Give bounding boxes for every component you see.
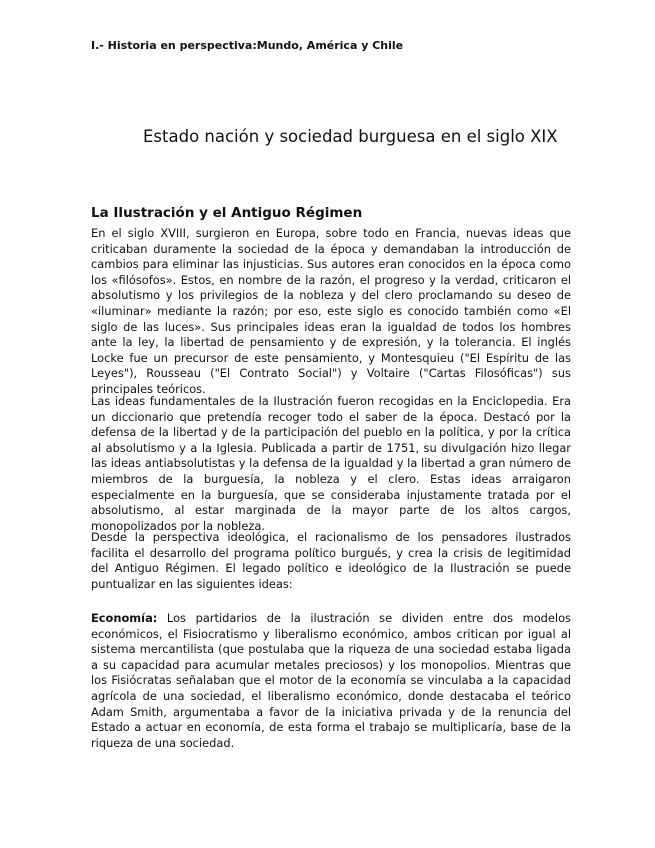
- section-heading: La Ilustración y el Antiguo Régimen: [91, 205, 363, 221]
- paragraph-ilustracion: En el siglo XVIII, surgieron en Europa, sobre todo en Francia, nuevas ideas que criticaban duramente la sociedad de la época y demandaban la introducción de cambios para eliminar las injusticias. Sus autores eran conocidos en la época como los «filósofos». Estos, en nombre de la razón, el progreso y la verdad, criticaron el absolutismo y los privilegios de la nobleza y del clero proclamando su deseo de «iluminar» mediante la razón; por eso, este siglo es conocido también como «El siglo de las luces». Sus principales ideas eran la igualdad de todos los hombres ante la ley, la libertad de pensamiento y de expresión, y la tolerancia. El inglés Locke fue un precursor de este pensamiento, y Montesquieu ("El Espíritu de las Leyes"), Rousseau ("El Contrato Social") y Voltaire ("Cartas Filosóficas") sus principales teóricos.: [91, 226, 571, 396]
- paragraph-perspectiva-ideologica: Desde la perspectiva ideológica, el racionalismo de los pensadores ilustrados facilita el desarrollo del programa político burgués, y crea la crisis de legitimidad del Antiguo Régimen. El legado político e ideológico de la Ilustración se puede puntualizar en las siguientes ideas:: [91, 530, 571, 591]
- economia-term: Economía:: [91, 611, 158, 625]
- economia-text: Los partidarios de la ilustración se dividen entre dos modelos económicos, el Fisiocratismo y liberalismo económico, ambos critican por igual al sistema mercantilista (que postulaba que la riqueza de una sociedad estaba ligada a su capacidad para acumular metales preciosos) y los monopolios. Mientras que los Fisiócratas señalaban que el motor de la economía se vinculaba a la capacidad agrícola de una sociedad, el liberalismo económico, donde destacaba el teórico Adam Smith, argumentaba a favor de la iniciativa privada y de la renuncia del Estado a actuar en economía, de esta forma el trabajo se multiplicaría, base de la riqueza de una sociedad.: [91, 611, 571, 750]
- paragraph-enciclopedia: Las ideas fundamentales de la Ilustración fueron recogidas en la Enciclopedia. Era un diccionario que pretendía recoger todo el saber de la época. Destacó por la defensa de la libertad y de la participación del pueblo en la política, y por la crítica al absolutismo y a la Iglesia. Publicada a partir de 1751, su divulgación hizo llegar las ideas antiabsolutistas y la defensa de la igualdad y la libertad a gran número de miembros de la burguesía, la nobleza y el clero. Estas ideas arraigaron especialmente en la burguesía, que se consideraba injustamente tratada por el absolutismo, al estar marginada de la mayor parte de los altos cargos, monopolizados por la nobleza.: [91, 394, 571, 533]
- document-title: Estado nación y sociedad burguesa en el siglo XIX: [143, 127, 558, 146]
- paragraph-economia: [91, 611, 571, 751]
- running-header: I.- Historia en perspectiva:Mundo, América y Chile: [91, 39, 404, 52]
